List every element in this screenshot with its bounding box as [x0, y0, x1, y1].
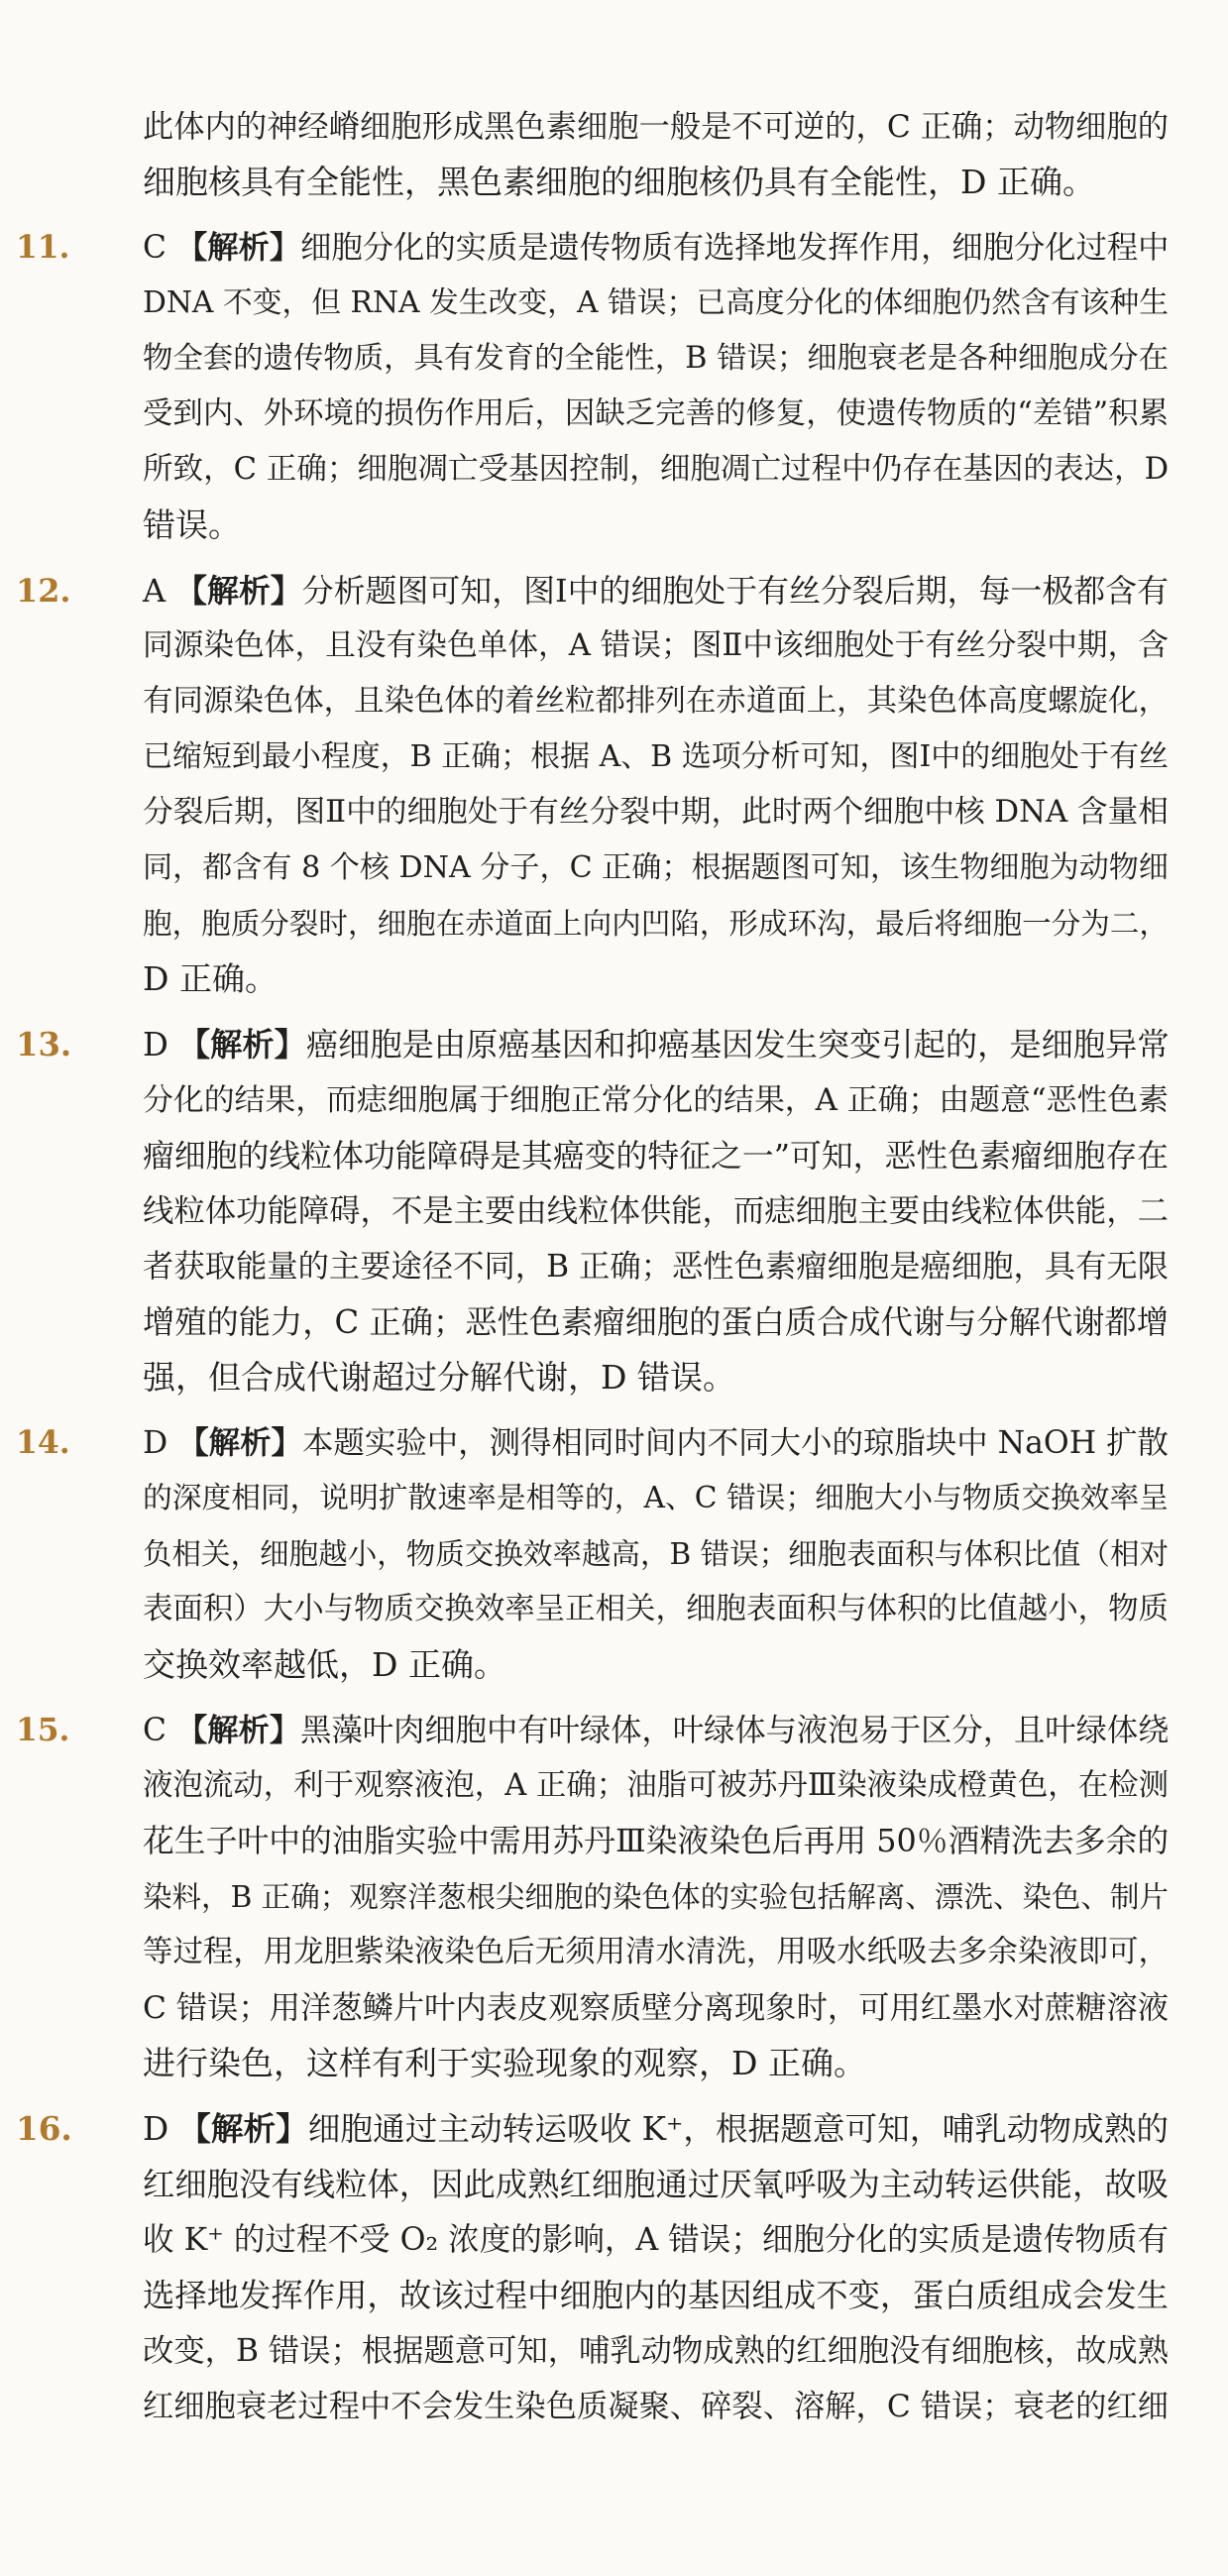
text-line: 的深度相同，说明扩散速率是相等的，A、C 错误；细胞大小与物质交换效率呈	[143, 1481, 1169, 1515]
text-line: 者获取能量的主要途径不同，B 正确；恶性色素瘤细胞是癌细胞，具有无限	[143, 1249, 1169, 1285]
text-line: 红细胞衰老过程中不会发生染色质凝聚、碎裂、溶解，C 错误；衰老的红细	[143, 2389, 1169, 2424]
text-line: 分裂后期，图Ⅱ中的细胞处于有丝分裂中期，此时两个细胞中核 DNA 含量相	[143, 795, 1169, 830]
item-first-line	[16, 569, 1169, 624]
text-line: 有同源染色体，且染色体的着丝粒都排列在赤道面上，其染色体高度螺旋化，	[143, 684, 1169, 719]
text-line: 选择地发挥作用，故该过程中细胞内的基因组成不变，蛋白质组成会发生	[143, 2277, 1169, 2314]
item-number: 11.	[16, 230, 70, 266]
item-answer: C	[143, 230, 167, 266]
analysis-tag: 【解析】	[177, 1424, 302, 1461]
item-text: 细胞通过主动转运吸收 K⁺，根据题意可知，哺乳动物成熟的	[307, 2110, 1169, 2148]
text-line: 线粒体功能障碍，不是主要由线粒体供能，而痣细胞主要由线粒体供能，二	[143, 1193, 1169, 1229]
text-line: 交换效率越低，D 正确。	[143, 1645, 506, 1684]
item-first-line	[16, 1023, 1170, 1078]
text-line: 收 K⁺ 的过程不受 O₂ 浓度的影响，A 错误；细胞分化的实质是遗传物质有	[143, 2222, 1169, 2258]
answer-item-13	[0, 1023, 1169, 1411]
text-line: 改变，B 错误；根据题意可知，哺乳动物成熟的红细胞没有细胞核，故成熟	[143, 2333, 1169, 2369]
item-answer: D	[143, 2110, 169, 2148]
item-answer: A	[143, 572, 167, 610]
text-line: 胞，胞质分裂时，细胞在赤道面上向内凹陷，形成环沟，最后将细胞一分为二，	[143, 907, 1169, 941]
text-line: C 错误；用洋葱鳞片叶内表皮观察质壁分离现象时，可用红墨水对蔗糖溶液	[143, 1990, 1169, 2026]
answer-item-12	[0, 569, 1169, 1013]
item-number: 16.	[16, 2109, 72, 2148]
item-number: 14.	[16, 1424, 70, 1461]
item-number: 13.	[16, 1026, 72, 1064]
text-line: 同，都含有 8 个核 DNA 分子，C 正确；根据题图可知，该生物细胞为动物细	[143, 850, 1169, 885]
text-line: 等过程，用龙胆紫染液染色后无须用清水清洗，用吸水纸吸去多余染液即可，	[143, 1935, 1169, 1969]
answer-item-14	[0, 1421, 1169, 1699]
item-text: 细胞分化的实质是遗传物质有选择地发挥作用，细胞分化过程中	[300, 230, 1170, 266]
item-number: 15.	[16, 1713, 70, 1748]
item-answer: D	[143, 1425, 168, 1461]
text-line: 强，但合成代谢超过分解代谢，D 错误。	[143, 1358, 735, 1397]
text-line: 错误。	[143, 505, 241, 544]
text-line: 染料，B 正确；观察洋葱根尖细胞的染色体的实验包括解离、漂洗、染色、制片	[143, 1880, 1169, 1914]
text-line: 增殖的能力，C 正确；恶性色素瘤细胞的蛋白质合成代谢与分解代谢都增	[143, 1303, 1169, 1341]
text-line: 花生子叶中的油脂实验中需用苏丹Ⅲ染液染色后再用 50％酒精洗去多余的	[143, 1823, 1170, 1859]
text-line: 细胞核具有全能性，黑色素细胞的细胞核仍具有全能性，D 正确。	[143, 163, 1095, 201]
analysis-tag: 【解析】	[175, 230, 301, 266]
text-line: 瘤细胞的线粒体功能障碍是其癌变的特征之一”可知，恶性色素瘤细胞存在	[143, 1137, 1169, 1175]
answer-item-16	[0, 2107, 1169, 2440]
text-line: 表面积）大小与物质交换效率呈正相关，细胞表面积与体积的比值越小，物质	[143, 1592, 1169, 1626]
item-text: 癌细胞是由原癌基因和抑癌基因发生突变引起的，是细胞异常	[305, 1026, 1170, 1064]
text-line: 红细胞没有线粒体，因此成熟红细胞通过厌氧呼吸为主动转运供能，故吸	[143, 2166, 1169, 2203]
item-text: 分析题图可知，图Ⅰ中的细胞处于有丝分裂后期，每一极都含有	[301, 572, 1169, 610]
item-first-line	[16, 2107, 1169, 2163]
text-line: 所致，C 正确；细胞凋亡受基因控制，细胞凋亡过程中仍存在基因的表达，D	[143, 452, 1170, 487]
item-answer: C	[143, 1713, 167, 1748]
item-text: 本题实验中，测得相同时间内不同大小的琼脂块中 NaOH 扩散	[301, 1425, 1169, 1461]
item-answer: D	[143, 1026, 168, 1064]
text-line: 受到内、外环境的损伤作用后，因缺乏完善的修复，使遗传物质的“差错”积累	[143, 396, 1169, 431]
text-line: 已缩短到最小程度，B 正确；根据 A、B 选项分析可知，图Ⅰ中的细胞处于有丝	[143, 739, 1169, 774]
text-line: 物全套的遗传物质，具有发育的全能性，B 错误；细胞衰老是各种细胞成分在	[143, 341, 1169, 376]
item-first-line	[16, 1709, 1170, 1764]
analysis-tag: 【解析】	[177, 1026, 306, 1064]
intro-paragraph	[0, 105, 1169, 216]
text-line: 液泡流动，利于观察液泡，A 正确；油脂可被苏丹Ⅲ染液染成橙黄色，在检测	[143, 1768, 1170, 1803]
item-first-line	[16, 226, 1170, 281]
answer-item-15	[0, 1709, 1169, 2097]
text-line: 负相关，细胞越小，物质交换效率越高，B 错误；细胞表面积与体积比值（相对	[143, 1537, 1169, 1571]
analysis-tag: 【解析】	[178, 2109, 308, 2148]
item-text: 黑藻叶肉细胞中有叶绿体，叶绿体与液泡易于区分，且叶绿体绕	[300, 1713, 1170, 1748]
text-line: 分化的结果，而痣细胞属于细胞正常分化的结果，A 正确；由题意“恶性色素	[143, 1082, 1169, 1118]
text-line: 进行染色，这样有利于实验现象的观察，D 正确。	[143, 2044, 866, 2082]
analysis-tag: 【解析】	[175, 1713, 301, 1748]
text-line: D 正确。	[143, 959, 278, 998]
item-number: 12.	[16, 572, 71, 610]
analysis-tag: 【解析】	[175, 572, 302, 610]
text-line: DNA 不变，但 RNA 发生改变，A 错误；已高度分化的体细胞仍然含有该种生	[143, 285, 1169, 320]
answer-item-11	[0, 226, 1169, 559]
item-first-line	[16, 1421, 1169, 1477]
text-line: 同源染色体，且没有染色单体，A 错误；图Ⅱ中该细胞处于有丝分裂中期，含	[143, 628, 1169, 663]
text-line: 此体内的神经嵴细胞形成黑色素细胞一般是不可逆的，C 正确；动物细胞的	[143, 109, 1169, 145]
